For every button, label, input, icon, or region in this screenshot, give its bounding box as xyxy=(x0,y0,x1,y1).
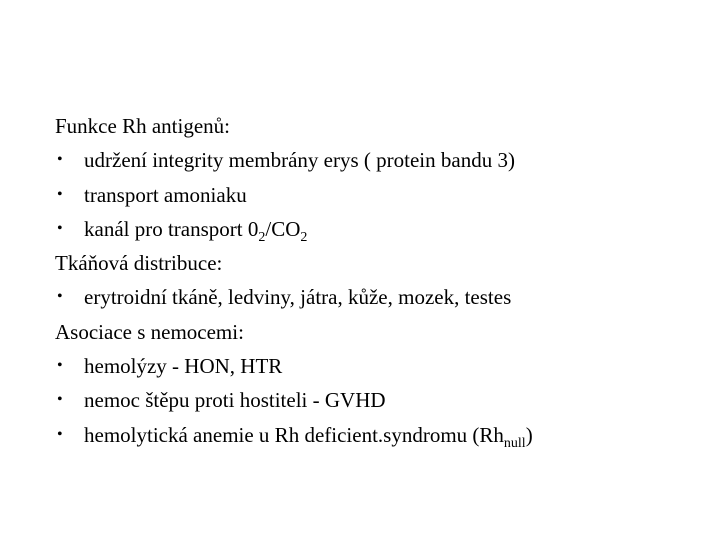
list-item-text: hemolytická anemie u Rh deficient.syndromu (Rh xyxy=(84,422,504,447)
list-item-text: kanál pro transport 0 xyxy=(84,216,259,241)
list-item-text-tail: ) xyxy=(525,422,533,447)
bullet-icon: • xyxy=(57,151,63,169)
bullet-icon: • xyxy=(57,425,63,443)
bullet-icon: • xyxy=(57,288,63,306)
section-heading-distribution: Tkáňová distribuce: xyxy=(55,251,223,276)
list-item-text: udržení integrity membrány erys ( protein bandu 3) xyxy=(84,148,515,173)
list-item-text: erytroidní tkáně, ledviny, játra, kůže, mozek, testes xyxy=(84,285,512,310)
list-item-text: nemoc štěpu proti hostiteli - GVHD xyxy=(84,388,386,413)
bullet-icon: • xyxy=(57,185,63,203)
list-item-text-middle: /CO xyxy=(265,216,301,241)
subscript: 2 xyxy=(258,229,266,245)
list-item xyxy=(55,349,705,383)
list-item xyxy=(55,280,705,314)
list-item-text: hemolýzy - HON, HTR xyxy=(84,354,283,379)
list-item xyxy=(55,418,705,452)
subscript: null xyxy=(503,435,526,451)
list-item xyxy=(55,212,705,246)
list-item xyxy=(55,143,705,177)
list-item-text: transport amoniaku xyxy=(84,182,247,207)
section-heading-functions: Funkce Rh antigenů: xyxy=(55,114,230,138)
bullet-icon: • xyxy=(57,391,63,409)
list-item xyxy=(55,178,705,212)
slide-content xyxy=(55,109,705,452)
bullet-icon: • xyxy=(57,357,63,375)
list-item xyxy=(55,383,705,417)
section-heading-diseases: Asociace s nemocemi: xyxy=(55,319,244,344)
bullet-icon: • xyxy=(57,219,63,237)
subscript: 2 xyxy=(300,229,308,245)
